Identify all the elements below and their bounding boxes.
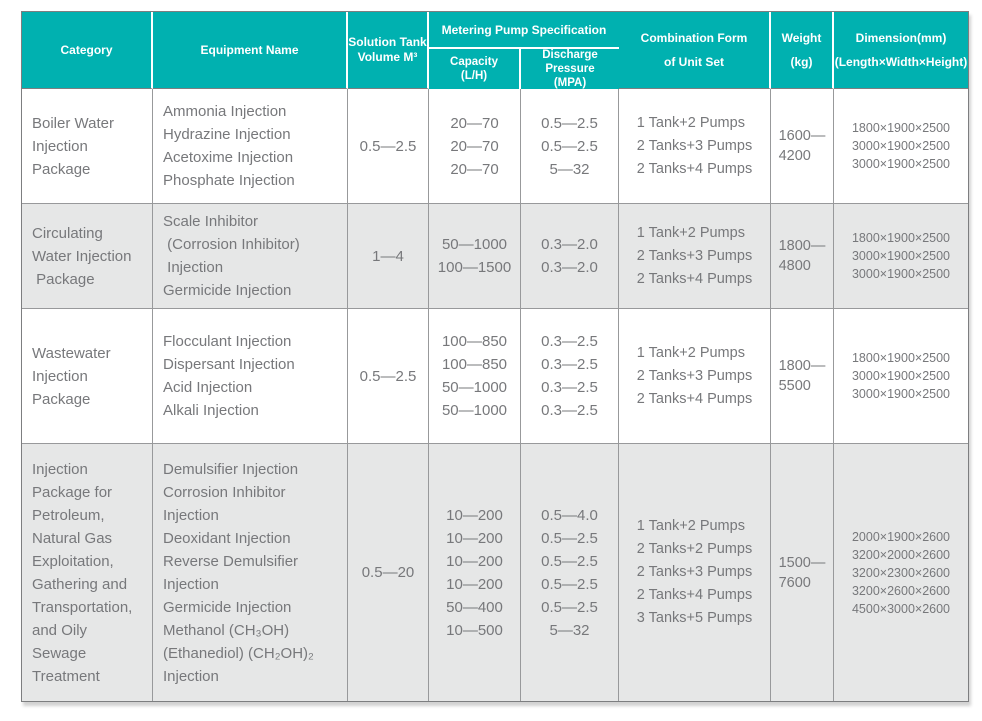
text-line: 50—1000	[441, 236, 508, 253]
text-line: 2 Tanks+4 Pumps	[636, 390, 753, 407]
header-label-discharge-line2: (MPA)	[553, 77, 587, 89]
header-label-weight-line1: Weight	[781, 30, 822, 45]
text-line: Alkali Injection	[163, 402, 259, 419]
text-line: Injection	[163, 506, 219, 524]
text-line: Flocculant Injection	[163, 333, 292, 350]
cell-discharge-row2	[521, 309, 619, 444]
text-line: Package	[32, 390, 91, 408]
text-line: 5500	[778, 378, 811, 394]
tank-volume-value: 0.5—2.5	[359, 137, 417, 155]
header-cell-category	[22, 12, 153, 89]
text-line: 3000×1900×2500	[851, 139, 951, 153]
text-line: 1 Tank+2 Pumps	[636, 344, 745, 361]
header-label-capacity-line2: (L/H)	[460, 70, 488, 82]
text-line: Ammonia Injection	[163, 103, 287, 120]
text-line: Circulating	[32, 224, 103, 242]
text-line: 1 Tank+2 Pumps	[636, 518, 745, 534]
text-line: 3000×1900×2500	[851, 267, 951, 281]
cell-category-row1	[22, 204, 153, 309]
text-line: 2 Tanks+3 Pumps	[636, 247, 753, 264]
text-line: Reverse Demulsifier	[163, 552, 299, 570]
cell-capacity-row2	[429, 309, 521, 444]
header-label-discharge-line1: Discharge Pressure	[542, 49, 598, 75]
text-line: 0.5—2.5	[541, 529, 598, 547]
header-cell-weight	[771, 12, 834, 89]
header-cell-equipment-name	[153, 12, 348, 89]
header-label-dimension-line2: (Length×Width×Height)	[834, 54, 968, 69]
text-line: 0.3—2.5	[541, 333, 598, 350]
cell-equipment-row1	[153, 204, 348, 309]
text-line: Injection	[32, 460, 88, 478]
text-line: 1800×1900×2500	[851, 231, 951, 245]
cell-discharge-row0	[521, 89, 619, 204]
text-line: 4200	[778, 148, 811, 164]
text-line: 10—500	[446, 621, 503, 639]
text-line: 0.3—2.5	[541, 379, 598, 396]
text-line: 1 Tank+2 Pumps	[636, 224, 745, 241]
cell-capacity-row3	[429, 444, 521, 701]
text-line: 100—850	[441, 356, 508, 373]
text-line: 5—32	[549, 621, 590, 639]
text-line: 2 Tanks+3 Pumps	[636, 367, 753, 384]
text-line: Natural Gas	[32, 529, 113, 547]
text-line: 3000×1900×2500	[851, 369, 951, 383]
text-line: 10—200	[446, 529, 503, 547]
cell-equipment-row3	[153, 444, 348, 701]
cell-tank-volume-row2	[348, 309, 429, 444]
equipment-spec-table	[21, 11, 969, 702]
text-line: 2 Tanks+3 Pumps	[636, 564, 753, 580]
text-line: 2 Tanks+4 Pumps	[636, 160, 753, 177]
text-line: Corrosion Inhibitor	[163, 483, 286, 501]
cell-capacity-row0	[429, 89, 521, 204]
text-line: 2 Tanks+3 Pumps	[636, 137, 753, 154]
text-line: 5—32	[549, 160, 590, 178]
text-line: Wastewater	[32, 344, 111, 362]
text-line: (Ethanediol) (CH₂OH)₂	[163, 644, 314, 662]
text-line: 2 Tanks+4 Pumps	[636, 587, 753, 603]
header-label-combination-line1: Combination Form	[640, 30, 748, 45]
text-line: 50—1000	[441, 402, 508, 419]
text-line: 0.3—2.5	[541, 402, 598, 419]
text-line: Demulsifier Injection	[163, 460, 299, 478]
text-line: 4800	[778, 258, 811, 274]
cell-tank-volume-row1	[348, 204, 429, 309]
cell-combination-row3	[619, 444, 771, 701]
text-line: Injection	[163, 259, 224, 276]
text-line: Injection	[32, 367, 88, 385]
text-line: 20—70	[450, 137, 499, 155]
text-line: 4500×3000×2600	[851, 601, 951, 616]
cell-combination-row1	[619, 204, 771, 309]
cell-category-row3	[22, 444, 153, 701]
text-line: 1800—	[778, 358, 826, 374]
header-label-solution-tank-line2: Volume M³	[357, 50, 418, 64]
cell-tank-volume-row3	[348, 444, 429, 701]
header-cell-dimension	[834, 12, 968, 89]
header-cell-capacity	[429, 49, 521, 89]
header-cell-combination-form	[619, 12, 771, 89]
text-line: Germicide Injection	[163, 598, 292, 616]
text-line: Injection	[32, 137, 88, 155]
text-line: Methanol (CH₃OH)	[163, 621, 290, 639]
text-line: 20—70	[450, 114, 499, 132]
text-line: 3 Tanks+5 Pumps	[636, 610, 753, 626]
header-cell-solution-tank	[348, 12, 429, 89]
tank-volume-value: 1—4	[372, 247, 404, 265]
text-line: 1 Tank+2 Pumps	[636, 114, 745, 131]
text-line: 3000×1900×2500	[851, 387, 951, 401]
cell-weight-row2	[771, 309, 834, 444]
cell-dimensions-row2	[834, 309, 968, 444]
text-line: 100—850	[441, 333, 508, 350]
text-line: 50—1000	[441, 379, 508, 396]
text-line: 3000×1900×2500	[851, 157, 951, 171]
tank-volume-value: 0.5—20	[361, 564, 415, 581]
text-line: 3000×1900×2500	[851, 249, 951, 263]
header-label-combination-line2: of Unit Set	[664, 54, 724, 69]
cell-category-row0	[22, 89, 153, 204]
cell-weight-row3	[771, 444, 834, 701]
header-label-equipment-name: Equipment Name	[200, 42, 299, 57]
header-label-category: Category	[60, 42, 113, 57]
cell-dimensions-row3	[834, 444, 968, 701]
cell-dimensions-row0	[834, 89, 968, 204]
header-label-solution-tank-line1: Solution Tank	[348, 35, 427, 49]
text-line: Scale Inhibitor	[163, 213, 259, 230]
text-line: 7600	[778, 574, 811, 591]
header-label-dimension-line1: Dimension(mm)	[855, 30, 947, 45]
header-group-metering-pump	[429, 12, 619, 89]
text-line: Package for	[32, 483, 113, 501]
text-line: 3200×2600×2600	[851, 583, 951, 598]
text-line: 0.3—2.5	[541, 356, 598, 373]
text-line: 10—200	[446, 506, 503, 524]
text-line: 2 Tanks+2 Pumps	[636, 541, 753, 557]
header-cell-discharge-pressure	[521, 49, 619, 89]
text-line: 2000×1900×2600	[851, 529, 951, 544]
text-line: 10—200	[446, 575, 503, 593]
header-label-weight-line2: (kg)	[790, 54, 813, 69]
text-line: Phosphate Injection	[163, 172, 295, 189]
text-line: 100—1500	[437, 259, 512, 276]
text-line: 1800×1900×2500	[851, 351, 951, 365]
text-line: 50—400	[446, 598, 503, 616]
text-line: Germicide Injection	[163, 282, 292, 299]
text-line: 1800—	[778, 238, 826, 254]
text-line: 0.5—4.0	[541, 506, 598, 524]
text-line: Acetoxime Injection	[163, 149, 294, 166]
text-line: Deoxidant Injection	[163, 529, 291, 547]
header-label-capacity-line1: Capacity	[450, 56, 498, 68]
text-line: Transportation,	[32, 598, 133, 616]
cell-discharge-row3	[521, 444, 619, 701]
cell-combination-row0	[619, 89, 771, 204]
text-line: Sewage	[32, 644, 87, 662]
text-line: Exploitation,	[32, 552, 114, 570]
cell-equipment-row2	[153, 309, 348, 444]
text-line: Treatment	[32, 667, 100, 685]
cell-capacity-row1	[429, 204, 521, 309]
cell-tank-volume-row0	[348, 89, 429, 204]
text-line: 0.3—2.0	[541, 259, 598, 276]
text-line: Package	[32, 160, 91, 178]
text-line: 0.3—2.0	[541, 236, 598, 253]
text-line: Gathering and	[32, 575, 128, 593]
text-line: 0.5—2.5	[541, 575, 598, 593]
cell-discharge-row1	[521, 204, 619, 309]
cell-combination-row2	[619, 309, 771, 444]
text-line: 2 Tanks+4 Pumps	[636, 270, 753, 287]
text-line: 10—200	[446, 552, 503, 570]
text-line: Dispersant Injection	[163, 356, 295, 373]
text-line: Hydrazine Injection	[163, 126, 291, 143]
cell-weight-row1	[771, 204, 834, 309]
text-line: 1800×1900×2500	[851, 121, 951, 135]
text-line: 20—70	[450, 160, 499, 178]
header-label-metering-group: Metering Pump Specification	[429, 12, 619, 49]
text-line: 3200×2300×2600	[851, 565, 951, 580]
text-line: Petroleum,	[32, 506, 105, 524]
text-line: 1500—	[778, 554, 826, 571]
tank-volume-value: 0.5—2.5	[359, 367, 417, 385]
cell-category-row2	[22, 309, 153, 444]
cell-dimensions-row1	[834, 204, 968, 309]
text-line: 0.5—2.5	[541, 137, 598, 155]
text-line: Injection	[163, 667, 219, 685]
text-line: Acid Injection	[163, 379, 253, 396]
text-line: Water Injection	[32, 247, 132, 265]
text-line: 0.5—2.5	[541, 598, 598, 616]
cell-equipment-row0	[153, 89, 348, 204]
text-line: Injection	[163, 575, 219, 593]
text-line: 0.5—2.5	[541, 552, 598, 570]
text-line: 3200×2000×2600	[851, 547, 951, 562]
text-line: and Oily	[32, 621, 88, 639]
text-line: Package	[32, 270, 95, 288]
text-line: 0.5—2.5	[541, 114, 598, 132]
text-line: 1600—	[778, 128, 826, 144]
text-line: Boiler Water	[32, 114, 114, 132]
cell-weight-row0	[771, 89, 834, 204]
text-line: (Corrosion Inhibitor)	[163, 236, 300, 253]
